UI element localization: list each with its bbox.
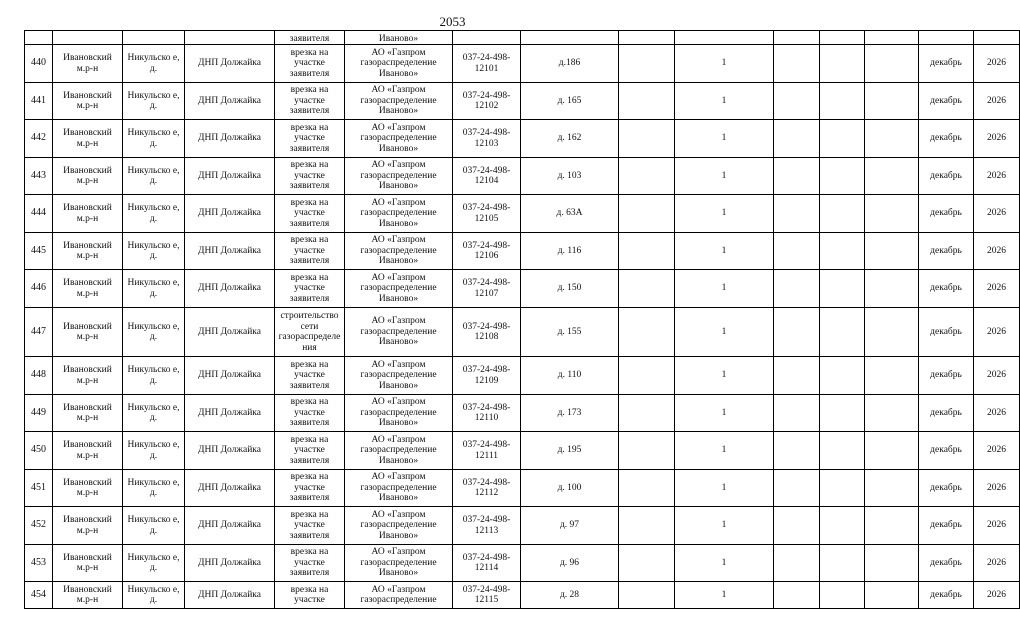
settlement-cell: ДНП Должайка xyxy=(185,582,275,609)
object-code-cell: 037-24-498-12109 xyxy=(453,357,521,395)
empty-cell xyxy=(774,195,820,233)
empty-cell xyxy=(865,308,919,357)
month-cell: декабрь xyxy=(919,233,974,270)
row-number-cell: 453 xyxy=(25,545,53,582)
empty-cell xyxy=(619,270,675,308)
year-cell: 2026 xyxy=(974,470,1020,507)
settlement-cell: ДНП Должайка xyxy=(185,233,275,270)
locality-cell: Никульско е, д. xyxy=(123,545,185,582)
quantity-cell: 1 xyxy=(675,270,774,308)
address-cell: д. 195 xyxy=(521,432,619,470)
settlement-cell: ДНП Должайка xyxy=(185,120,275,158)
locality-cell: Никульско е, д. xyxy=(123,158,185,195)
empty-cell xyxy=(619,308,675,357)
district-cell: Ивановский м.р-н xyxy=(53,308,123,357)
quantity-cell: 1 xyxy=(675,233,774,270)
row-number-cell: 452 xyxy=(25,507,53,545)
organization-cell: АО «Газпром газораспределение Иваново» xyxy=(345,507,453,545)
organization-cell: АО «Газпром газораспределение Иваново» xyxy=(345,432,453,470)
empty-cell xyxy=(619,357,675,395)
table-row xyxy=(25,470,1020,507)
gasification-register-table xyxy=(24,30,1020,609)
empty-cell xyxy=(865,83,919,120)
continued-action-cell: заявителя xyxy=(275,31,345,45)
organization-cell: АО «Газпром газораспределение Иваново» xyxy=(345,120,453,158)
empty-cell xyxy=(774,470,820,507)
district-cell: Ивановский м.р-н xyxy=(53,395,123,432)
empty-cell xyxy=(820,395,865,432)
empty-cell xyxy=(820,270,865,308)
row-number-cell: 446 xyxy=(25,270,53,308)
empty-cell xyxy=(820,233,865,270)
empty-cell xyxy=(619,582,675,609)
table-row xyxy=(25,432,1020,470)
quantity-cell: 1 xyxy=(675,195,774,233)
table-row xyxy=(25,195,1020,233)
empty-cell xyxy=(619,45,675,83)
work-type-cell: строительство сети газораспределе ния xyxy=(275,308,345,357)
work-type-cell: врезка на участке xyxy=(275,582,345,609)
object-code-cell: 037-24-498-12114 xyxy=(453,545,521,582)
month-cell: декабрь xyxy=(919,432,974,470)
district-cell: Ивановский м.р-н xyxy=(53,582,123,609)
year-cell: 2026 xyxy=(974,357,1020,395)
quantity-cell: 1 xyxy=(675,545,774,582)
empty-cell xyxy=(820,545,865,582)
month-cell: декабрь xyxy=(919,270,974,308)
year-cell: 2026 xyxy=(974,233,1020,270)
empty-cell xyxy=(619,470,675,507)
quantity-cell: 1 xyxy=(675,432,774,470)
work-type-cell: врезка на участке заявителя xyxy=(275,45,345,83)
empty-cell xyxy=(619,158,675,195)
object-code-cell: 037-24-498-12104 xyxy=(453,158,521,195)
month-cell: декабрь xyxy=(919,195,974,233)
table-row xyxy=(25,158,1020,195)
row-number-cell: 441 xyxy=(25,83,53,120)
empty-cell xyxy=(820,470,865,507)
year-cell: 2026 xyxy=(974,195,1020,233)
locality-cell: Никульско е, д. xyxy=(123,45,185,83)
address-cell: д. 97 xyxy=(521,507,619,545)
empty-cell xyxy=(865,395,919,432)
work-type-cell: врезка на участке заявителя xyxy=(275,195,345,233)
object-code-cell: 037-24-498-12115 xyxy=(453,582,521,609)
empty-cell xyxy=(774,357,820,395)
empty-cell xyxy=(619,120,675,158)
empty-cell xyxy=(774,507,820,545)
work-type-cell: врезка на участке заявителя xyxy=(275,357,345,395)
row-number-cell: 450 xyxy=(25,432,53,470)
locality-cell: Никульско е, д. xyxy=(123,195,185,233)
quantity-cell: 1 xyxy=(675,395,774,432)
empty-cell xyxy=(865,507,919,545)
year-cell: 2026 xyxy=(974,545,1020,582)
empty-cell xyxy=(865,470,919,507)
district-cell: Ивановский м.р-н xyxy=(53,195,123,233)
address-cell: д. 116 xyxy=(521,233,619,270)
empty-cell xyxy=(774,308,820,357)
empty-cell xyxy=(619,545,675,582)
empty-cell xyxy=(619,395,675,432)
empty-cell xyxy=(619,233,675,270)
row-number-cell: 454 xyxy=(25,582,53,609)
empty-cell xyxy=(774,270,820,308)
district-cell: Ивановский м.р-н xyxy=(53,507,123,545)
district-cell: Ивановский м.р-н xyxy=(53,270,123,308)
table-row xyxy=(25,395,1020,432)
row-number-cell: 440 xyxy=(25,45,53,83)
locality-cell: Никульско е, д. xyxy=(123,308,185,357)
locality-cell: Никульско е, д. xyxy=(123,507,185,545)
locality-cell: Никульско е, д. xyxy=(123,395,185,432)
address-cell: д. 103 xyxy=(521,158,619,195)
object-code-cell: 037-24-498-12110 xyxy=(453,395,521,432)
locality-cell: Никульско е, д. xyxy=(123,120,185,158)
empty-cell xyxy=(865,158,919,195)
empty-cell xyxy=(774,395,820,432)
locality-cell: Никульско е, д. xyxy=(123,582,185,609)
settlement-cell: ДНП Должайка xyxy=(185,195,275,233)
address-cell: д. 155 xyxy=(521,308,619,357)
address-cell: д. 110 xyxy=(521,357,619,395)
empty-cell xyxy=(774,158,820,195)
organization-cell: АО «Газпром газораспределение Иваново» xyxy=(345,357,453,395)
organization-cell: АО «Газпром газораспределение Иваново» xyxy=(345,470,453,507)
address-cell: д. 100 xyxy=(521,470,619,507)
empty-cell xyxy=(619,432,675,470)
empty-cell xyxy=(820,507,865,545)
row-number-cell: 448 xyxy=(25,357,53,395)
row-number-cell: 445 xyxy=(25,233,53,270)
empty-cell xyxy=(820,432,865,470)
district-cell: Ивановский м.р-н xyxy=(53,45,123,83)
district-cell: Ивановский м.р-н xyxy=(53,233,123,270)
row-number-cell: 449 xyxy=(25,395,53,432)
settlement-cell: ДНП Должайка xyxy=(185,545,275,582)
year-cell: 2026 xyxy=(974,120,1020,158)
table-row xyxy=(25,270,1020,308)
month-cell: декабрь xyxy=(919,120,974,158)
empty-cell xyxy=(820,45,865,83)
organization-cell: АО «Газпром газораспределение Иваново» xyxy=(345,395,453,432)
quantity-cell: 1 xyxy=(675,120,774,158)
work-type-cell: врезка на участке заявителя xyxy=(275,83,345,120)
organization-cell: АО «Газпром газораспределение Иваново» xyxy=(345,545,453,582)
settlement-cell: ДНП Должайка xyxy=(185,158,275,195)
work-type-cell: врезка на участке заявителя xyxy=(275,270,345,308)
organization-cell: АО «Газпром газораспределение Иваново» xyxy=(345,308,453,357)
year-cell: 2026 xyxy=(974,83,1020,120)
work-type-cell: врезка на участке заявителя xyxy=(275,470,345,507)
quantity-cell: 1 xyxy=(675,470,774,507)
year-cell: 2026 xyxy=(974,432,1020,470)
settlement-cell: ДНП Должайка xyxy=(185,83,275,120)
table-row xyxy=(25,582,1020,609)
address-cell: д.186 xyxy=(521,45,619,83)
object-code-cell: 037-24-498-12106 xyxy=(453,233,521,270)
year-cell: 2026 xyxy=(974,395,1020,432)
object-code-cell: 037-24-498-12108 xyxy=(453,308,521,357)
locality-cell: Никульско е, д. xyxy=(123,432,185,470)
locality-cell: Никульско е, д. xyxy=(123,470,185,507)
address-cell: д. 162 xyxy=(521,120,619,158)
empty-cell xyxy=(865,545,919,582)
month-cell: декабрь xyxy=(919,545,974,582)
empty-cell xyxy=(820,120,865,158)
empty-cell xyxy=(774,432,820,470)
year-cell: 2026 xyxy=(974,582,1020,609)
district-cell: Ивановский м.р-н xyxy=(53,120,123,158)
object-code-cell: 037-24-498-12105 xyxy=(453,195,521,233)
empty-cell xyxy=(619,83,675,120)
quantity-cell: 1 xyxy=(675,357,774,395)
address-cell: д. 150 xyxy=(521,270,619,308)
organization-cell: АО «Газпром газораспределение Иваново» xyxy=(345,270,453,308)
settlement-cell: ДНП Должайка xyxy=(185,470,275,507)
settlement-cell: ДНП Должайка xyxy=(185,45,275,83)
district-cell: Ивановский м.р-н xyxy=(53,357,123,395)
quantity-cell: 1 xyxy=(675,83,774,120)
table-row xyxy=(25,120,1020,158)
empty-cell xyxy=(820,357,865,395)
year-cell: 2026 xyxy=(974,158,1020,195)
settlement-cell: ДНП Должайка xyxy=(185,357,275,395)
empty-cell xyxy=(619,195,675,233)
locality-cell: Никульско е, д. xyxy=(123,357,185,395)
district-cell: Ивановский м.р-н xyxy=(53,83,123,120)
year-cell: 2026 xyxy=(974,45,1020,83)
month-cell: декабрь xyxy=(919,308,974,357)
empty-cell xyxy=(865,432,919,470)
table-row xyxy=(25,83,1020,120)
empty-cell xyxy=(820,158,865,195)
month-cell: декабрь xyxy=(919,470,974,507)
empty-cell xyxy=(774,545,820,582)
organization-cell: АО «Газпром газораспределение Иваново» xyxy=(345,233,453,270)
empty-cell xyxy=(865,120,919,158)
work-type-cell: врезка на участке заявителя xyxy=(275,120,345,158)
locality-cell: Никульско е, д. xyxy=(123,83,185,120)
empty-cell xyxy=(865,195,919,233)
empty-cell xyxy=(619,507,675,545)
work-type-cell: врезка на участке заявителя xyxy=(275,395,345,432)
empty-cell xyxy=(774,582,820,609)
year-cell: 2026 xyxy=(974,308,1020,357)
empty-cell xyxy=(865,45,919,83)
locality-cell: Никульско е, д. xyxy=(123,233,185,270)
month-cell: декабрь xyxy=(919,395,974,432)
district-cell: Ивановский м.р-н xyxy=(53,432,123,470)
empty-cell xyxy=(820,308,865,357)
empty-cell xyxy=(865,357,919,395)
settlement-cell: ДНП Должайка xyxy=(185,270,275,308)
object-code-cell: 037-24-498-12101 xyxy=(453,45,521,83)
address-cell: д. 28 xyxy=(521,582,619,609)
empty-cell xyxy=(774,233,820,270)
object-code-cell: 037-24-498-12112 xyxy=(453,470,521,507)
table-row xyxy=(25,45,1020,83)
empty-cell xyxy=(774,83,820,120)
empty-cell xyxy=(865,233,919,270)
quantity-cell: 1 xyxy=(675,158,774,195)
empty-cell xyxy=(774,120,820,158)
year-cell: 2026 xyxy=(974,507,1020,545)
object-code-cell: 037-24-498-12103 xyxy=(453,120,521,158)
organization-cell: АО «Газпром газораспределение Иваново» xyxy=(345,158,453,195)
empty-cell xyxy=(820,83,865,120)
row-number-cell: 443 xyxy=(25,158,53,195)
row-number-cell: 444 xyxy=(25,195,53,233)
empty-cell xyxy=(820,195,865,233)
table-row xyxy=(25,357,1020,395)
quantity-cell: 1 xyxy=(675,582,774,609)
locality-cell: Никульско е, д. xyxy=(123,270,185,308)
row-number-cell: 451 xyxy=(25,470,53,507)
table-row xyxy=(25,507,1020,545)
continuation-row xyxy=(25,31,1020,45)
month-cell: декабрь xyxy=(919,357,974,395)
organization-cell: АО «Газпром газораспределение Иваново» xyxy=(345,195,453,233)
object-code-cell: 037-24-498-12107 xyxy=(453,270,521,308)
district-cell: Ивановский м.р-н xyxy=(53,158,123,195)
work-type-cell: врезка на участке заявителя xyxy=(275,545,345,582)
district-cell: Ивановский м.р-н xyxy=(53,470,123,507)
settlement-cell: ДНП Должайка xyxy=(185,395,275,432)
district-cell: Ивановский м.р-н xyxy=(53,545,123,582)
empty-cell xyxy=(865,582,919,609)
table-row xyxy=(25,233,1020,270)
month-cell: декабрь xyxy=(919,83,974,120)
settlement-cell: ДНП Должайка xyxy=(185,432,275,470)
work-type-cell: врезка на участке заявителя xyxy=(275,432,345,470)
address-cell: д. 173 xyxy=(521,395,619,432)
table-row xyxy=(25,308,1020,357)
row-number-cell: 447 xyxy=(25,308,53,357)
work-type-cell: врезка на участке заявителя xyxy=(275,158,345,195)
settlement-cell: ДНП Должайка xyxy=(185,308,275,357)
object-code-cell: 037-24-498-12111 xyxy=(453,432,521,470)
month-cell: декабрь xyxy=(919,507,974,545)
continued-org-cell: Иваново» xyxy=(345,31,453,45)
empty-cell xyxy=(865,270,919,308)
object-code-cell: 037-24-498-12113 xyxy=(453,507,521,545)
settlement-cell: ДНП Должайка xyxy=(185,507,275,545)
organization-cell: АО «Газпром газораспределение Иваново» xyxy=(345,45,453,83)
empty-cell xyxy=(774,45,820,83)
quantity-cell: 1 xyxy=(675,308,774,357)
address-cell: д. 96 xyxy=(521,545,619,582)
address-cell: д. 165 xyxy=(521,83,619,120)
object-code-cell: 037-24-498-12102 xyxy=(453,83,521,120)
month-cell: декабрь xyxy=(919,158,974,195)
work-type-cell: врезка на участке заявителя xyxy=(275,507,345,545)
page-number: 2053 xyxy=(439,14,466,29)
month-cell: декабрь xyxy=(919,45,974,83)
organization-cell: АО «Газпром газораспределение Иваново» xyxy=(345,83,453,120)
quantity-cell: 1 xyxy=(675,45,774,83)
year-cell: 2026 xyxy=(974,270,1020,308)
work-type-cell: врезка на участке заявителя xyxy=(275,233,345,270)
month-cell: декабрь xyxy=(919,582,974,609)
quantity-cell: 1 xyxy=(675,507,774,545)
address-cell: д. 63А xyxy=(521,195,619,233)
organization-cell: АО «Газпром газораспределение xyxy=(345,582,453,609)
table-row xyxy=(25,545,1020,582)
empty-cell xyxy=(820,582,865,609)
row-number-cell: 442 xyxy=(25,120,53,158)
